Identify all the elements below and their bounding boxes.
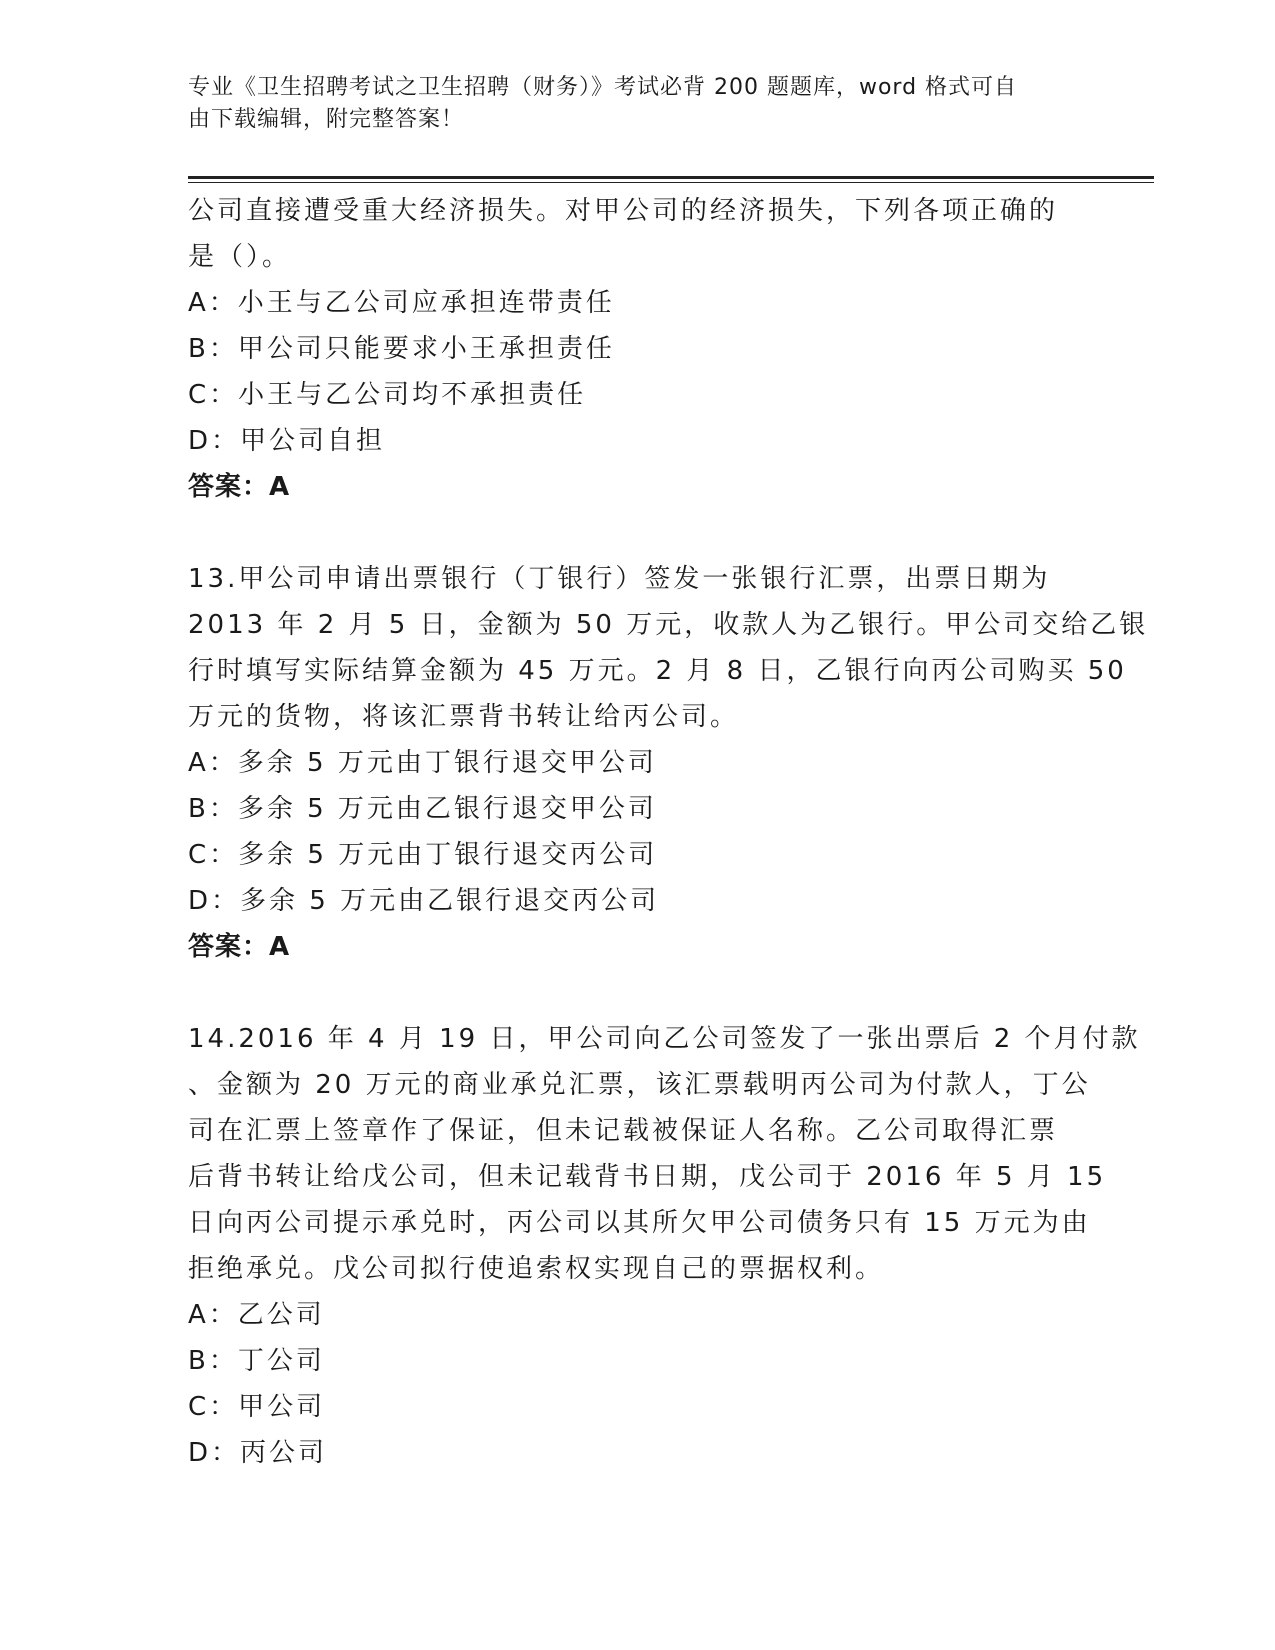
question-stem-line: 、金额为 20 万元的商业承兑汇票，该汇票载明丙公司为付款人，丁公 — [188, 1070, 1091, 1100]
question-stem-line: 行时填写实际结算金额为 45 万元。2 月 8 日，乙银行向丙公司购买 50 — [188, 656, 1127, 686]
spacer — [188, 970, 1088, 1016]
option-c: C：甲公司 — [188, 1392, 326, 1422]
option-d: D：多余 5 万元由乙银行退交丙公司 — [188, 886, 660, 916]
question-stem-line: 日向丙公司提示承兑时，丙公司以其所欠甲公司债务只有 15 万元为由 — [188, 1208, 1091, 1238]
option-c: C：多余 5 万元由丁银行退交丙公司 — [188, 840, 658, 870]
option-d: D：丙公司 — [188, 1438, 328, 1468]
header-line-2: 由下载编辑，附完整答案！ — [188, 107, 465, 132]
question-stem-line: 13.甲公司申请出票银行（丁银行）签发一张银行汇票，出票日期为 — [188, 564, 1051, 594]
spacer — [188, 510, 1088, 556]
question-13 — [188, 556, 1149, 970]
question-stem-line: 14.2016 年 4 月 19 日，甲公司向乙公司签发了一张出票后 2 个月付款 — [188, 1024, 1141, 1054]
question-stem-line: 是（）。 — [188, 242, 292, 272]
option-d: D：甲公司自担 — [188, 426, 386, 456]
answer-line: 答案：A — [188, 472, 291, 502]
question-stem-line: 万元的货物，将该汇票背书转让给丙公司。 — [188, 702, 740, 732]
option-b: B：多余 5 万元由乙银行退交甲公司 — [188, 794, 657, 824]
question-12 — [188, 188, 1088, 510]
header-rule-thin — [188, 182, 1154, 183]
question-stem-line: 拒绝承兑。戊公司拟行使追索权实现自己的票据权利。 — [188, 1254, 885, 1284]
document-body — [188, 188, 1149, 1476]
question-14 — [188, 1016, 1141, 1476]
header-line-1: 专业《卫生招聘考试之卫生招聘（财务）》考试必背 200 题题库，word 格式可自 — [188, 75, 1018, 100]
option-a: A：小王与乙公司应承担连带责任 — [188, 288, 615, 318]
question-stem-line: 后背书转让给戊公司，但未记载背书日期，戊公司于 2016 年 5 月 15 — [188, 1162, 1107, 1192]
question-stem-line: 2013 年 2 月 5 日，金额为 50 万元，收款人为乙银行。甲公司交给乙银 — [188, 610, 1149, 640]
page-header — [188, 72, 1088, 136]
option-a: A：乙公司 — [188, 1300, 325, 1330]
answer-line: 答案：A — [188, 932, 291, 962]
option-c: C：小王与乙公司均不承担责任 — [188, 380, 587, 410]
option-a: A：多余 5 万元由丁银行退交甲公司 — [188, 748, 657, 778]
option-b: B：丁公司 — [188, 1346, 325, 1376]
question-stem-line: 公司直接遭受重大经济损失。对甲公司的经济损失，下列各项正确的 — [188, 196, 1059, 226]
question-stem-line: 司在汇票上签章作了保证，但未记载被保证人名称。乙公司取得汇票 — [188, 1116, 1059, 1146]
header-rule-thick — [188, 176, 1154, 179]
option-b: B：甲公司只能要求小王承担责任 — [188, 334, 615, 364]
